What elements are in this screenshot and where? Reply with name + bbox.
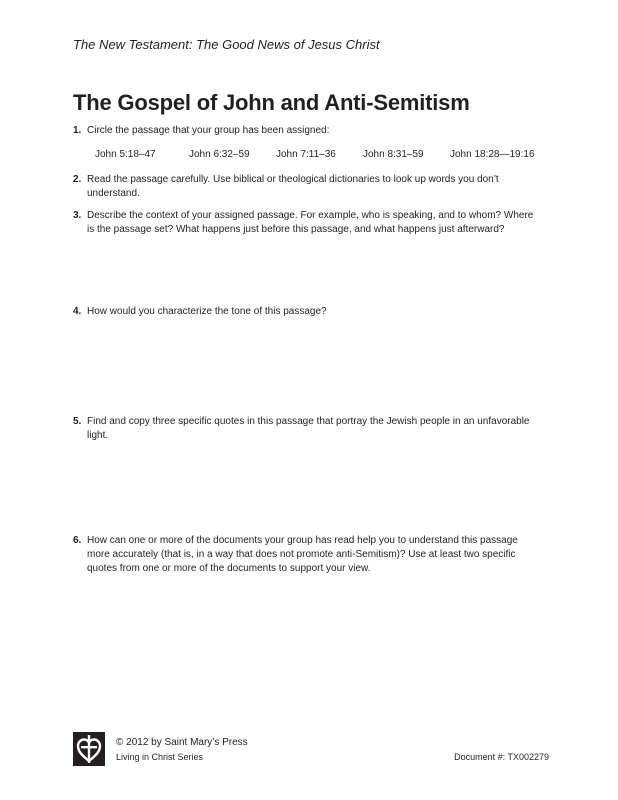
question-number: 4. xyxy=(73,306,82,317)
question-number: 6. xyxy=(73,535,82,546)
question-1 xyxy=(73,124,543,138)
passage-option[interactable]: John 18:28—19:16 xyxy=(450,149,535,160)
question-text: Read the passage carefully. Use biblical or theological dictionaries to look up words you don’t understand. xyxy=(87,174,499,199)
question-text: How can one or more of the documents your group has read help you to understand this passage more accurately (that is, in a way that does not promote anti-Semitism)? Use at least two specific quotes from one or more of the documents to support your view. xyxy=(87,535,518,574)
question-number: 5. xyxy=(73,416,82,427)
question-3 xyxy=(73,209,543,237)
question-4 xyxy=(73,305,543,319)
question-text: Describe the context of your assigned passage. For example, who is speaking, and to whom? Where is the passage set? What happens just before this passage, and what happens just afterward? xyxy=(87,210,534,235)
series-title: The New Testament: The Good News of Jesus Christ xyxy=(73,37,380,52)
passage-option[interactable]: John 6:32–59 xyxy=(189,149,250,160)
passage-option[interactable]: John 5:18–47 xyxy=(95,149,156,160)
saint-marys-press-logo-icon xyxy=(73,732,105,766)
document-number: Document #: TX002279 xyxy=(454,752,549,762)
passage-option[interactable]: John 7:11–36 xyxy=(276,149,336,160)
passage-option[interactable]: John 8:31–59 xyxy=(363,149,424,160)
question-6 xyxy=(73,534,543,576)
question-2 xyxy=(73,173,543,201)
question-text: How would you characterize the tone of this passage? xyxy=(87,306,327,317)
question-number: 2. xyxy=(73,174,82,185)
copyright-text: © 2012 by Saint Mary’s Press xyxy=(116,737,248,748)
question-number: 1. xyxy=(73,125,82,136)
question-5 xyxy=(73,415,543,443)
question-text: Circle the passage that your group has been assigned: xyxy=(87,125,330,136)
question-number: 3. xyxy=(73,210,82,221)
page-title: The Gospel of John and Anti-Semitism xyxy=(73,90,470,115)
passage-list xyxy=(95,148,535,162)
footer-series-name: Living in Christ Series xyxy=(116,752,204,762)
question-text: Find and copy three specific quotes in this passage that portray the Jewish people in an unfavorable light. xyxy=(87,416,530,441)
